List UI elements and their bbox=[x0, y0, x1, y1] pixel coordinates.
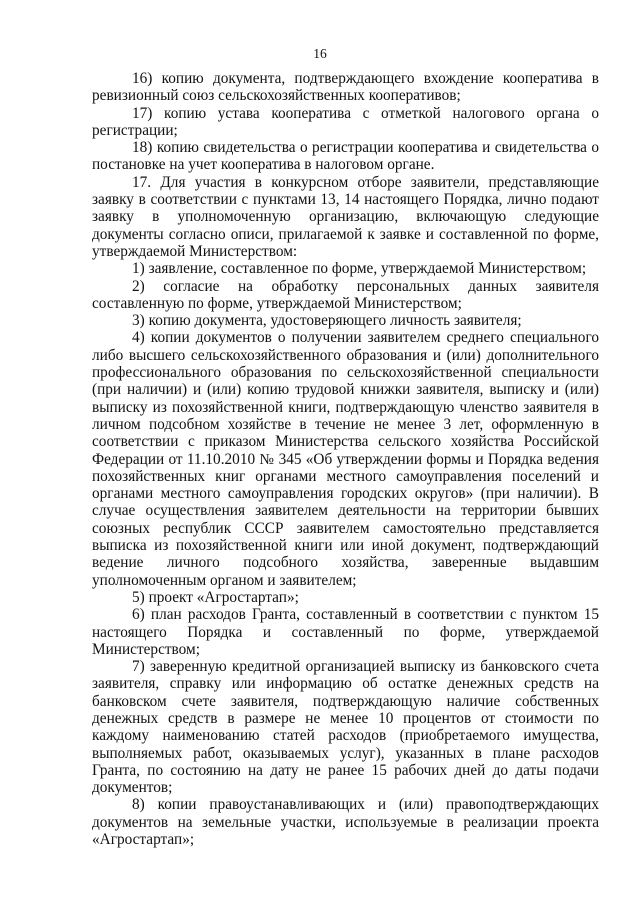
paragraph-subitem-6: 6) план расходов Гранта, составленный в соответствии с пунктом 15 настоящего Порядка и составленный по форме, утверждаемой Министерством; bbox=[92, 606, 599, 658]
page-number: 16 bbox=[313, 46, 327, 61]
paragraph-item-17: 17) копию устава кооператива с отметкой налогового органа о регистрации; bbox=[92, 104, 599, 139]
paragraph-clause-17: 17. Для участия в конкурсном отборе заявители, представляющие заявку в соответствии с пунктами 13, 14 настоящего Порядка, лично подают заявку в уполномоченную организацию, включающую следующие документы согласно описи, прилагаемой к заявке и составленной по форме, утверждаемой Министерством: bbox=[92, 173, 599, 260]
paragraph-subitem-7: 7) заверенную кредитной организацией выписку из банковского счета заявителя, справку или информацию об остатке денежных средств на банковском счете заявителя, подтверждающую наличие собственных денежных средств в размере не менее 10 процентов от стоимости по каждому наименованию статей расходов (приобретаемого имущества, выполняемых работ, оказываемых услуг), указанных в плане расходов Гранта, по состоянию на дату не ранее 15 рабочих дней до даты подачи документов; bbox=[92, 658, 599, 797]
paragraph-item-16: 16) копию документа, подтверждающего вхождение кооператива в ревизионный союз сельскохозяйственных кооперативов; bbox=[92, 70, 599, 105]
document-body bbox=[92, 70, 599, 848]
paragraph-subitem-2: 2) согласие на обработку персональных данных заявителя составленную по форме, утверждаемой Министерством; bbox=[92, 277, 599, 312]
paragraph-subitem-8: 8) копии правоустанавливающих и (или) правоподтверждающих документов на земельные участки, используемые в реализации проекта «Агростартап»; bbox=[92, 796, 599, 849]
paragraph-subitem-5: 5) проект «Агростартап»; bbox=[132, 588, 299, 606]
paragraph-subitem-3: 3) копию документа, удостоверяющего личность заявителя; bbox=[132, 312, 522, 330]
paragraph-subitem-4: 4) копии документов о получении заявителем среднего специального либо высшего сельскохозяйственного образования и (или) дополнительного профессионального образования по сельскохозяйственной специальности (при наличии) и (или) копию трудовой книжки заявителя, выписку и (или) выписку из похозяйственной книги, подтверждающую членство заявителя в личном подсобном хозяйстве в течение не менее 3 лет, оформленную в соответствии с приказом Министерства сельского хозяйства Российской Федерации от 11.10.2010 № 345 «Об утверждении формы и Порядка ведения похозяйственных книг органами местного самоуправления поселений и органами местного самоуправления городских округов» (при наличии). В случае осуществления заявителем деятельности на территории бывших союзных республик СССР заявителем самостоятельно представляется выписка из похозяйственной книги или иной документ, подтверждающий ведение личного подсобного хозяйства, заверенные выдавшим уполномоченным органом и заявителем; bbox=[92, 329, 599, 589]
paragraph-subitem-1: 1) заявление, составленное по форме, утверждаемой Министерством; bbox=[132, 260, 587, 278]
paragraph-item-18: 18) копию свидетельства о регистрации кооператива и свидетельства о постановке на учет кооператива в налоговом органе. bbox=[92, 139, 599, 174]
